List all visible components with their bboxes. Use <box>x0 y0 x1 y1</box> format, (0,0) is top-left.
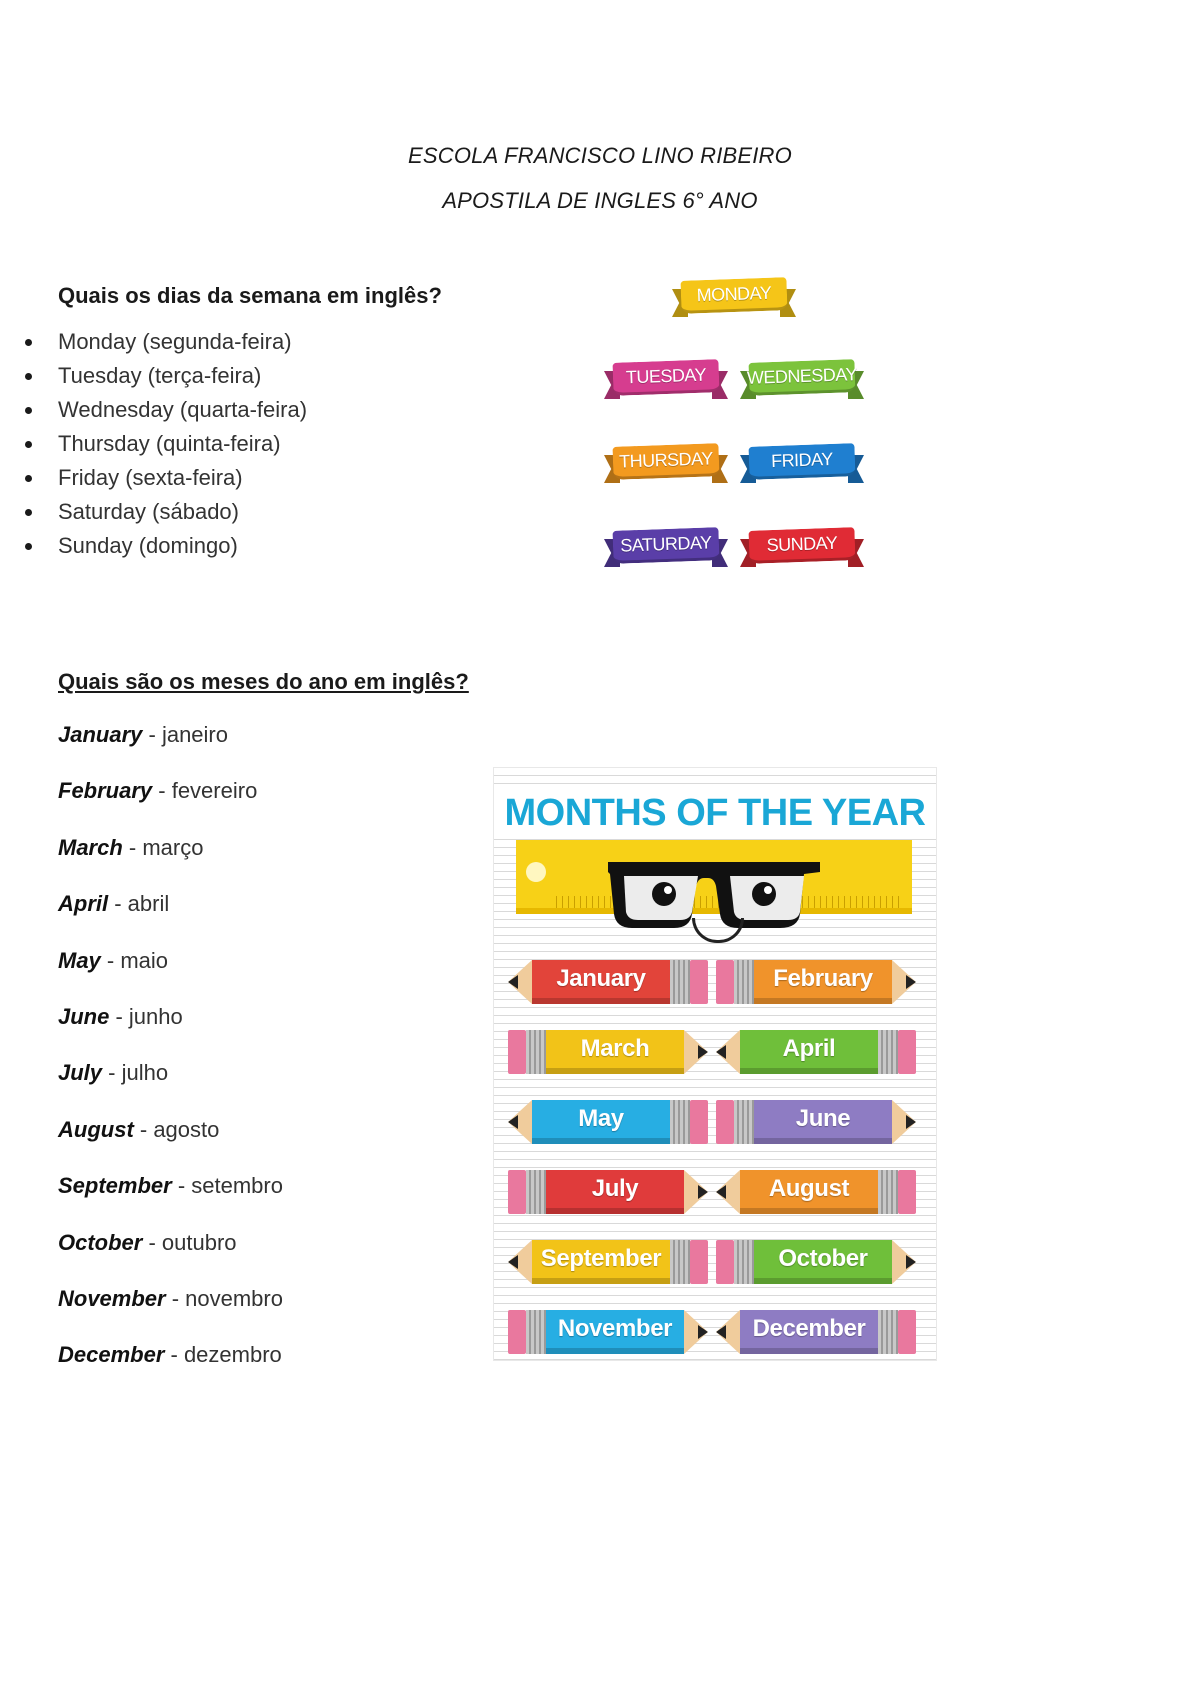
pencil-march <box>508 1024 708 1080</box>
list-item <box>58 1060 283 1116</box>
banner-tuesday <box>604 357 728 401</box>
banner-label: TUESDAY <box>612 359 719 396</box>
pencil-label: October <box>754 1240 892 1284</box>
month-portuguese: - agosto <box>133 1116 220 1142</box>
month-portuguese: - fevereiro <box>152 778 258 804</box>
pencil-october <box>716 1234 916 1290</box>
list-item <box>58 1173 283 1229</box>
pencil-label: July <box>546 1170 684 1214</box>
month-english: April <box>58 891 109 917</box>
month-portuguese: - julho <box>102 1060 169 1086</box>
pencil-label: May <box>532 1100 670 1144</box>
pencil-september <box>508 1234 708 1290</box>
list-item: Tuesday (terça-feira) <box>58 359 307 393</box>
month-portuguese: - novembro <box>165 1285 283 1311</box>
month-english: July <box>58 1060 103 1086</box>
banner-wednesday <box>740 357 864 401</box>
list-item <box>58 1230 283 1286</box>
month-english: November <box>58 1285 166 1311</box>
day-banners-illustration <box>590 275 870 595</box>
banner-label: FRIDAY <box>748 443 855 480</box>
month-portuguese: - outubro <box>142 1229 237 1255</box>
banner-thursday <box>604 441 728 485</box>
pencil-label: August <box>740 1170 878 1214</box>
pencil-july <box>508 1164 708 1220</box>
banner-friday <box>740 441 864 485</box>
month-portuguese: - março <box>122 834 204 860</box>
month-english: December <box>58 1342 165 1368</box>
days-list <box>58 325 307 563</box>
month-portuguese: - dezembro <box>164 1342 282 1368</box>
list-item <box>58 1117 283 1173</box>
month-english: January <box>58 722 143 747</box>
school-name: ESCOLA FRANCISCO LINO RIBEIRO <box>408 143 792 168</box>
banner-saturday <box>604 525 728 569</box>
list-item <box>58 835 283 891</box>
list-item <box>58 948 283 1004</box>
list-item: Wednesday (quarta-feira) <box>58 393 307 427</box>
banner-label: THURSDAY <box>612 443 719 480</box>
month-english: March <box>58 834 123 860</box>
months-of-year-poster <box>493 767 937 1361</box>
months-question: Quais são os meses do ano em inglês? <box>58 669 469 694</box>
pencil-label: January <box>532 960 670 1004</box>
months-list <box>58 722 283 1399</box>
list-item <box>58 1342 283 1398</box>
course-title: APOSTILA DE INGLES 6° ANO <box>442 188 758 213</box>
pencil-label: November <box>546 1310 684 1354</box>
list-item: Sunday (domingo) <box>58 529 307 563</box>
month-portuguese: - abril <box>108 891 170 917</box>
list-item <box>58 1286 283 1342</box>
month-portuguese: - setembro <box>171 1173 283 1199</box>
banner-label: WEDNESDAY <box>748 359 855 396</box>
pencil-label: April <box>740 1030 878 1074</box>
pencil-february <box>716 954 916 1010</box>
pencil-may <box>508 1094 708 1150</box>
month-english: February <box>58 778 153 804</box>
pencil-april <box>716 1024 916 1080</box>
days-question: Quais os dias da semana em inglês? <box>58 283 442 308</box>
banner-monday <box>672 275 796 319</box>
banner-label: MONDAY <box>680 277 787 314</box>
pencil-november <box>508 1304 708 1360</box>
list-item: Saturday (sábado) <box>58 495 307 529</box>
list-item: Monday (segunda-feira) <box>58 325 307 359</box>
pencil-label: December <box>740 1310 878 1354</box>
list-item <box>58 722 283 778</box>
month-english: October <box>58 1229 143 1255</box>
pencil-june <box>716 1094 916 1150</box>
pencil-label: February <box>754 960 892 1004</box>
pencil-label: June <box>754 1100 892 1144</box>
month-portuguese: - janeiro <box>142 722 228 747</box>
banner-label: SATURDAY <box>612 527 719 564</box>
list-item <box>58 1004 283 1060</box>
pencil-january <box>508 954 708 1010</box>
list-item: Friday (sexta-feira) <box>58 461 307 495</box>
list-item <box>58 778 283 834</box>
banner-label: SUNDAY <box>748 527 855 564</box>
list-item: Thursday (quinta-feira) <box>58 427 307 461</box>
pencil-label: September <box>532 1240 670 1284</box>
banner-sunday <box>740 525 864 569</box>
pencil-december <box>716 1304 916 1360</box>
month-english: September <box>58 1173 172 1199</box>
poster-title: MONTHS OF THE YEAR <box>494 788 936 839</box>
pencil-label: March <box>546 1030 684 1074</box>
month-english: May <box>58 947 101 973</box>
month-english: August <box>58 1116 134 1142</box>
list-item <box>58 891 283 947</box>
month-english: June <box>58 1003 110 1029</box>
month-portuguese: - junho <box>109 1003 183 1029</box>
pencil-august <box>716 1164 916 1220</box>
month-portuguese: - maio <box>100 947 169 973</box>
